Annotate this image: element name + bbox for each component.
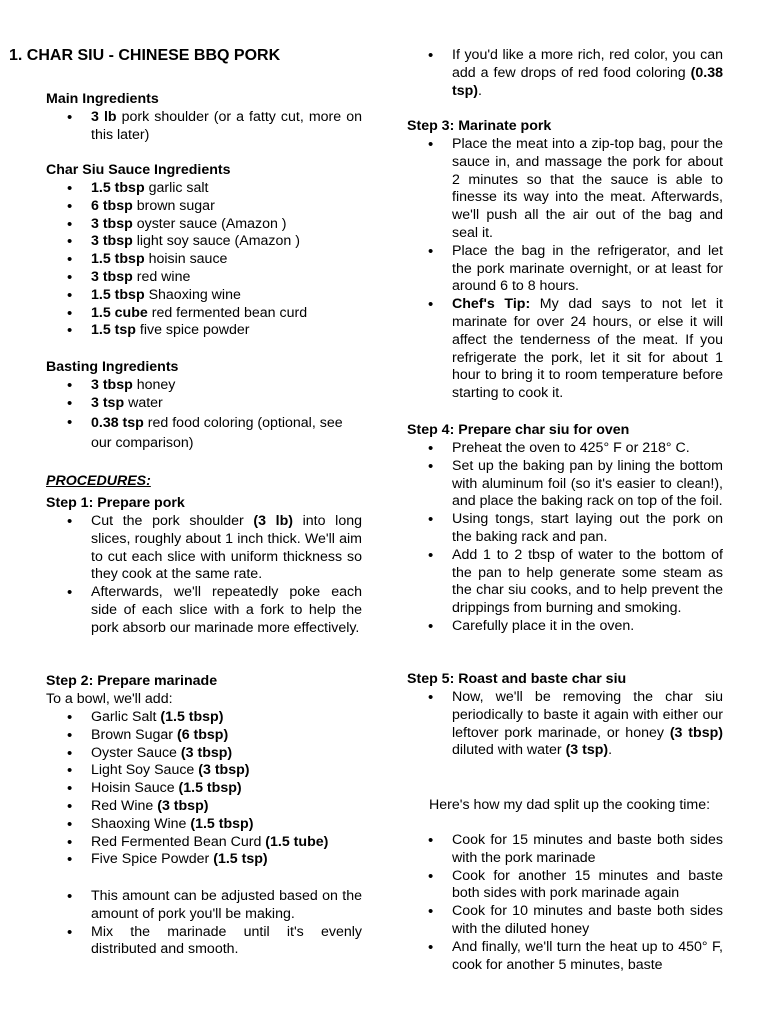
list-item: • Five Spice Powder (1.5 tsp) xyxy=(46,851,362,869)
list-item: • Now, we'll be removing the char siu periodically to baste it again with either our leftover pork marinade, or honey (3 tbsp) diluted with water (3 tsp). xyxy=(407,689,723,760)
list-item: • 3 tbsp honey xyxy=(46,377,362,395)
sauce-ingredients-heading: Char Siu Sauce Ingredients xyxy=(46,162,231,178)
list-item: • Hoisin Sauce (1.5 tbsp) xyxy=(46,780,362,798)
step3-list xyxy=(407,136,723,403)
step2-list xyxy=(46,709,362,869)
list-item: • 3 tsp water xyxy=(46,395,362,413)
main-ingredients-heading: Main Ingredients xyxy=(46,91,159,107)
list-item: • Set up the baking pan by lining the bottom with aluminum foil (so it's easier to clean!), and place the baking rack on top of the foil. xyxy=(407,458,723,511)
list-item: • 1.5 tsp five spice powder xyxy=(46,322,362,340)
list-item: • Mix the marinade until it's evenly distributed and smooth. xyxy=(46,924,362,960)
list-item: • And finally, we'll turn the heat up to 450° F, cook for another 5 minutes, baste xyxy=(407,939,723,975)
list-item: • Add 1 to 2 tbsp of water to the bottom of the pan to help generate some steam as the char siu cooks, and to help prevent the drippings from burning and smoking. xyxy=(407,547,723,618)
step1-heading: Step 1: Prepare pork xyxy=(46,495,185,511)
list-item: • 3 tbsp red wine xyxy=(46,269,362,287)
list-item: • Afterwards, we'll repeatedly poke each side of each slice with a fork to help the pork absorb our marinade more effectively. xyxy=(46,584,362,637)
step5-list xyxy=(407,689,723,760)
list-item: • 1.5 tbsp hoisin sauce xyxy=(46,251,362,269)
color-note-list xyxy=(407,47,723,100)
step5-heading: Step 5: Roast and baste char siu xyxy=(407,671,627,687)
list-item: • This amount can be adjusted based on the amount of pork you'll be making. xyxy=(46,888,362,924)
list-item: • Using tongs, start laying out the pork on the baking rack and pan. xyxy=(407,511,723,547)
recipe-title: 1. CHAR SIU - CHINESE BBQ PORK xyxy=(9,47,281,64)
list-item: • Cook for 10 minutes and baste both sides with the diluted honey xyxy=(407,903,723,939)
step5-intro: Here's how my dad split up the cooking time: xyxy=(429,797,711,813)
step2-heading: Step 2: Prepare marinade xyxy=(46,673,218,689)
list-item: • If you'd like a more rich, red color, you can add a few drops of red food coloring (0.38 tsp). xyxy=(407,47,723,100)
step4-list xyxy=(407,440,723,636)
list-item: • Carefully place it in the oven. xyxy=(407,618,723,636)
cooking-time-list xyxy=(407,832,723,974)
list-item: • 3 tbsp oyster sauce (Amazon ) xyxy=(46,216,362,234)
step4-heading: Step 4: Prepare char siu for oven xyxy=(407,422,630,438)
list-item: • Cook for another 15 minutes and baste both sides with pork marinade again xyxy=(407,868,723,904)
list-item: • Red Fermented Bean Curd (1.5 tube) xyxy=(46,834,362,852)
step1-list xyxy=(46,513,362,638)
list-item: • Place the bag in the refrigerator, and let the pork marinate overnight, or at least for around 6 to 8 hours. xyxy=(407,243,723,296)
list-item: • Cut the pork shoulder (3 lb) into long slices, roughly about 1 inch thick. We'll aim to cut each slice with uniform thickness so they cook at the same rate. xyxy=(46,513,362,584)
step3-heading: Step 3: Marinate pork xyxy=(407,118,552,134)
list-item: • Light Soy Sauce (3 tbsp) xyxy=(46,762,362,780)
list-item: • Red Wine (3 tbsp) xyxy=(46,798,362,816)
list-item: • Chef's Tip: My dad says to not let it marinate for over 24 hours, or else it will affect the tenderness of the meat. If you refrigerate the pork, let it sit for about 1 hour to bring it to room temperature before starting to cook it. xyxy=(407,296,723,403)
list-item: • 0.38 tsp red food coloring (optional, see our comparison) xyxy=(46,413,362,453)
list-item: • Preheat the oven to 425° F or 218° C. xyxy=(407,440,723,458)
list-item: • Garlic Salt (1.5 tbsp) xyxy=(46,709,362,727)
step2-notes-list xyxy=(46,888,362,959)
list-item: • 1.5 tbsp garlic salt xyxy=(46,180,362,198)
main-ingredients-list xyxy=(46,109,362,145)
list-item: • 1.5 cube red fermented bean curd xyxy=(46,305,362,323)
sauce-ingredients-list xyxy=(46,180,362,340)
basting-ingredients-list xyxy=(46,377,362,453)
procedures-label: PROCEDURES: xyxy=(46,473,151,489)
list-item: • Brown Sugar (6 tbsp) xyxy=(46,727,362,745)
basting-ingredients-heading: Basting Ingredients xyxy=(46,359,179,375)
list-item: • 3 tbsp light soy sauce (Amazon ) xyxy=(46,233,362,251)
step2-intro: To a bowl, we'll add: xyxy=(46,691,173,707)
list-item: • Cook for 15 minutes and baste both sides with the pork marinade xyxy=(407,832,723,868)
list-item: • Place the meat into a zip-top bag, pour the sauce in, and massage the pork for about 2 minutes so that the sauce is able to finesse its way into the meat. Afterwards, we'll push all the air out of the bag and seal it. xyxy=(407,136,723,243)
list-item: • 6 tbsp brown sugar xyxy=(46,198,362,216)
list-item: • 3 lb pork shoulder (or a fatty cut, more on this later) xyxy=(46,109,362,145)
list-item: • 1.5 tbsp Shaoxing wine xyxy=(46,287,362,305)
list-item: • Oyster Sauce (3 tbsp) xyxy=(46,745,362,763)
list-item: • Shaoxing Wine (1.5 tbsp) xyxy=(46,816,362,834)
